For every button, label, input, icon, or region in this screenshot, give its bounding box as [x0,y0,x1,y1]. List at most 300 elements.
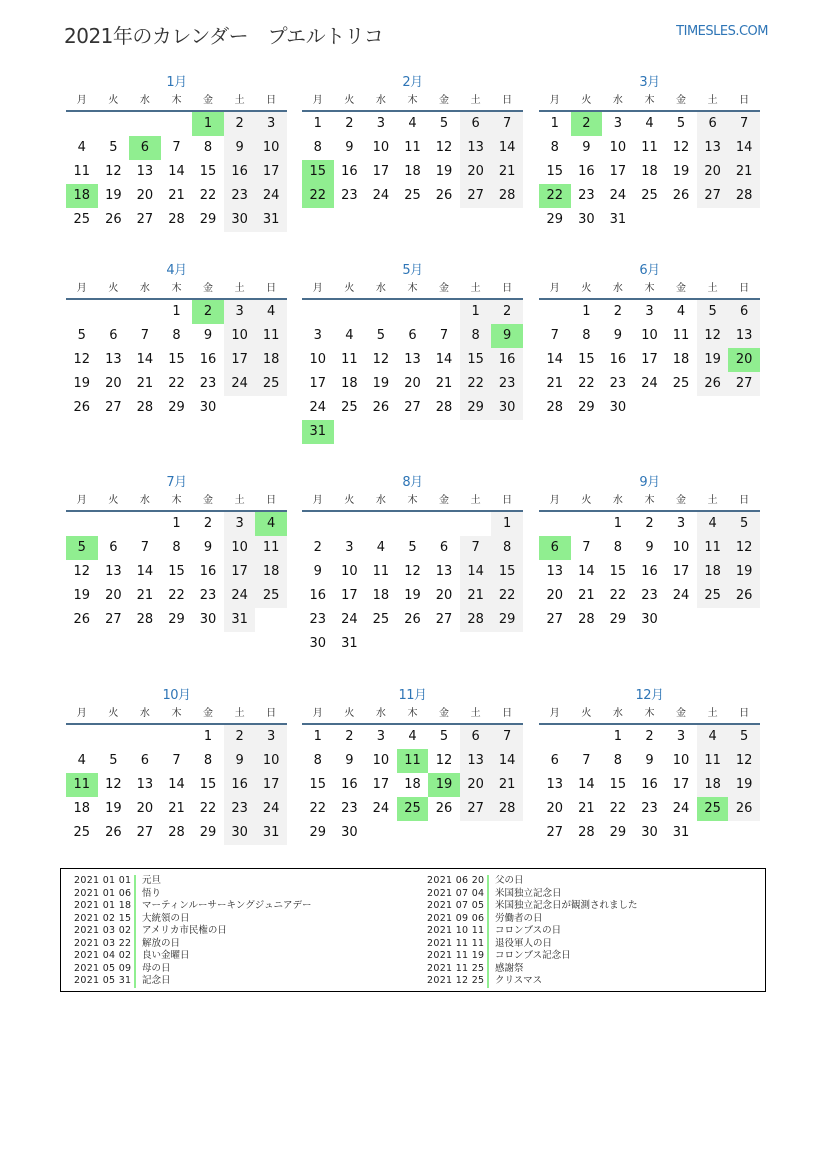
weekday-label: 土 [234,283,245,294]
holiday-day-cell: 2 [192,300,224,324]
day-cell: 29 [309,825,327,840]
weekday-label: 土 [234,495,245,506]
day-cell: 2 [345,116,354,131]
day-cell: 30 [341,825,358,840]
weekday-label: 火 [581,95,592,106]
holiday-name: 元旦 [142,875,162,886]
weekday-label: 金 [439,95,450,106]
day-cell: 16 [578,164,595,179]
day-cell: 30 [609,400,627,415]
weekday-header [302,94,523,112]
day-empty [302,512,334,536]
weekday-label: 金 [676,283,687,294]
day-cell: 26 [105,212,122,227]
day-cell: 12 [435,140,453,155]
day-cell: 3 [313,328,322,343]
day-cell: 24 [609,188,627,203]
holiday-day-cell: 25 [697,797,729,821]
day-cell: 23 [341,188,358,203]
weekday-header [302,494,523,512]
day-cell: 28 [546,400,564,415]
weekday-header [539,707,760,725]
day-cell: 26 [372,400,390,415]
day-cell: 20 [136,188,154,203]
day-cell: 28 [136,400,154,415]
holiday-row [74,963,312,976]
day-cell: 29 [460,396,492,420]
day-cell: 20 [136,801,154,816]
day-cell: 22 [199,801,217,816]
day-cell: 23 [199,588,217,603]
day-cell: 13 [105,564,122,579]
holiday-row [427,900,638,913]
day-cell: 18 [372,588,390,603]
day-cell: 12 [73,352,91,367]
day-cell: 15 [491,560,523,584]
weekday-label: 日 [739,283,750,294]
day-cell: 1 [313,116,322,131]
day-cell: 8 [550,140,559,155]
holiday-date: 2021 05 31 [74,975,136,988]
weekday-label: 土 [707,283,718,294]
holiday-name: マーティンルーサーキングジュニアデー [142,900,312,911]
weekday-label: 日 [502,95,513,106]
day-cell: 19 [728,773,760,797]
day-cell: 13 [697,136,729,160]
weekday-label: 木 [171,95,182,106]
weekday-label: 月 [76,95,87,106]
holiday-date: 2021 05 09 [74,963,136,976]
day-cell: 12 [105,164,122,179]
day-cell: 20 [460,160,492,184]
month-name: 6月 [639,263,660,278]
holiday-date: 2021 03 02 [74,925,136,938]
holiday-name: 大統領の日 [142,912,190,924]
day-cell: 22 [309,801,327,816]
day-cell: 15 [460,348,492,372]
day-cell: 16 [609,352,627,367]
day-cell: 19 [105,801,122,816]
day-cell: 23 [309,612,327,627]
holiday-date: 2021 01 06 [74,888,136,901]
holiday-row [74,925,312,938]
holiday-name: アメリカ市民権の日 [142,925,227,936]
holiday-row [427,950,638,963]
day-cell: 21 [578,588,595,603]
day-cell: 15 [309,777,327,792]
weekday-label: 月 [549,708,560,719]
day-cell: 28 [435,400,453,415]
day-cell: 11 [372,564,390,579]
day-cell: 26 [697,372,729,396]
holiday-date: 2021 02 15 [74,913,136,926]
holiday-day-cell: 1 [192,112,224,136]
day-cell: 1 [613,729,623,744]
day-cell: 30 [641,612,658,627]
day-cell: 22 [491,584,523,608]
day-cell: 2 [491,300,523,324]
day-cell: 28 [136,612,154,627]
day-cell: 16 [224,160,256,184]
day-cell: 23 [224,184,256,208]
day-cell: 8 [203,140,213,155]
weekday-label: 水 [375,495,386,506]
day-cell: 6 [460,725,492,749]
day-cell: 14 [460,560,492,584]
day-cell: 9 [345,753,354,768]
weekday-label: 土 [707,95,718,106]
weekday-label: 水 [612,283,623,294]
day-cell: 30 [309,636,327,651]
day-cell: 22 [168,376,185,391]
day-grid [66,512,287,632]
day-cell: 8 [491,536,523,560]
weekday-header [302,707,523,725]
holiday-day-cell: 9 [491,324,523,348]
month-name: 1月 [166,75,187,90]
holiday-day-cell: 11 [66,773,98,797]
day-cell: 21 [728,160,760,184]
day-cell: 23 [609,376,627,391]
day-cell: 3 [613,116,623,131]
day-cell: 31 [609,212,627,227]
day-cell: 30 [224,208,256,232]
holiday-date: 2021 04 02 [74,950,136,963]
day-empty [428,512,460,536]
day-cell: 21 [136,376,154,391]
day-cell: 26 [404,612,421,627]
day-cell: 12 [73,564,91,579]
day-cell: 4 [408,729,417,744]
day-cell: 19 [697,348,729,372]
day-cell: 6 [697,112,729,136]
day-cell: 17 [641,352,658,367]
day-cell: 7 [582,753,591,768]
day-cell: 21 [546,376,564,391]
day-cell: 22 [460,372,492,396]
day-cell: 11 [697,536,729,560]
day-cell: 14 [578,564,595,579]
day-cell: 23 [641,588,658,603]
day-cell: 29 [491,608,523,632]
weekday-label: 月 [312,708,323,719]
day-empty [571,725,603,749]
day-cell: 20 [546,588,564,603]
day-cell: 23 [224,797,256,821]
day-cell: 7 [491,725,523,749]
holiday-day-cell: 31 [302,420,334,444]
holiday-day-cell: 18 [66,184,98,208]
holiday-name: 解放の日 [142,937,181,949]
day-cell: 29 [546,212,564,227]
day-cell: 31 [672,825,690,840]
month-name: 8月 [402,475,423,490]
day-cell: 4 [255,300,287,324]
day-cell: 16 [309,588,327,603]
day-empty [129,725,161,749]
day-cell: 6 [109,540,118,555]
day-cell: 18 [255,560,287,584]
day-cell: 3 [676,729,686,744]
month-name: 5月 [402,263,423,278]
day-cell: 3 [224,512,256,536]
day-empty [397,300,429,324]
day-cell: 18 [697,773,729,797]
holiday-name: 父の日 [495,875,524,886]
day-cell: 28 [578,612,595,627]
holiday-name: コロンブスの日 [495,925,562,936]
weekday-label: 月 [312,283,323,294]
day-cell: 13 [728,324,760,348]
day-cell: 12 [672,140,690,155]
holiday-day-cell: 25 [397,797,429,821]
day-cell: 29 [199,825,217,840]
day-cell: 27 [546,612,564,627]
day-cell: 14 [168,164,185,179]
holiday-name: コロンブス記念日 [495,950,571,961]
day-cell: 10 [309,352,327,367]
day-empty [161,112,193,136]
day-cell: 28 [168,212,185,227]
holiday-day-cell: 11 [397,749,429,773]
weekday-label: 土 [470,708,481,719]
day-cell: 30 [641,825,658,840]
day-cell: 6 [140,753,150,768]
day-cell: 28 [491,797,523,821]
day-empty [161,725,193,749]
day-cell: 23 [199,376,217,391]
day-grid [302,300,523,444]
month-block [302,685,523,845]
day-cell: 18 [404,777,421,792]
day-cell: 26 [435,801,453,816]
day-cell: 27 [136,825,154,840]
day-cell: 17 [672,777,690,792]
weekday-header [66,494,287,512]
day-grid [539,112,760,232]
day-cell: 22 [609,801,627,816]
day-cell: 14 [435,352,453,367]
month-block [66,685,287,845]
day-cell: 4 [77,753,86,768]
day-cell: 21 [136,588,154,603]
day-cell: 26 [728,584,760,608]
day-cell: 25 [341,400,358,415]
month-block [302,72,523,208]
holiday-row [74,875,312,888]
day-cell: 19 [105,188,122,203]
day-cell: 24 [372,801,390,816]
day-cell: 5 [697,300,729,324]
day-cell: 25 [73,212,91,227]
day-cell: 29 [609,612,627,627]
day-cell: 7 [439,328,449,343]
holiday-list [60,868,766,992]
day-cell: 30 [491,396,523,420]
day-cell: 25 [697,584,729,608]
day-empty [460,512,492,536]
day-cell: 12 [105,777,122,792]
holiday-day-cell: 22 [539,184,571,208]
day-cell: 1 [460,300,492,324]
weekday-label: 火 [108,495,119,506]
day-cell: 6 [408,328,417,343]
day-cell: 5 [439,116,449,131]
weekday-label: 土 [707,495,718,506]
day-cell: 26 [73,400,91,415]
day-cell: 8 [172,540,181,555]
day-cell: 3 [645,304,654,319]
day-cell: 22 [168,588,185,603]
day-cell: 14 [728,136,760,160]
day-cell: 30 [224,821,256,845]
day-grid [302,725,523,845]
day-cell: 20 [697,160,729,184]
day-cell: 12 [728,536,760,560]
day-cell: 9 [224,136,256,160]
weekday-label: 日 [739,95,750,106]
weekday-label: 水 [612,708,623,719]
day-cell: 5 [728,512,760,536]
weekday-label: 月 [549,283,560,294]
day-cell: 28 [578,825,595,840]
holiday-row [74,900,312,913]
day-cell: 8 [172,328,181,343]
day-cell: 2 [224,725,256,749]
day-grid [539,512,760,632]
weekday-label: 水 [612,95,623,106]
day-cell: 19 [404,588,421,603]
day-cell: 12 [404,564,421,579]
day-cell: 27 [460,184,492,208]
weekday-label: 日 [739,495,750,506]
day-cell: 8 [203,753,213,768]
day-cell: 17 [309,376,327,391]
month-block [539,685,760,845]
site-logo[interactable]: TIMESLES.COM [676,24,768,39]
weekday-label: 水 [139,283,150,294]
day-cell: 24 [255,797,287,821]
day-cell: 19 [672,164,690,179]
day-cell: 9 [613,328,623,343]
day-cell: 8 [460,324,492,348]
day-cell: 6 [109,328,118,343]
day-cell: 18 [404,164,421,179]
holiday-name: 米国独立記念日が観測されました [495,900,638,911]
day-cell: 17 [372,777,390,792]
weekday-label: 木 [644,495,655,506]
day-cell: 11 [672,328,690,343]
day-cell: 20 [105,376,122,391]
day-cell: 28 [491,184,523,208]
weekday-label: 木 [171,495,182,506]
weekday-label: 水 [139,708,150,719]
weekday-label: 日 [266,495,277,506]
holiday-row [427,938,638,951]
holiday-date: 2021 03 22 [74,938,136,951]
day-cell: 11 [73,164,91,179]
day-cell: 4 [676,304,686,319]
day-empty [539,512,571,536]
day-cell: 25 [404,188,421,203]
holiday-name: 良い金曜日 [142,950,190,961]
weekday-label: 日 [266,283,277,294]
day-cell: 10 [641,328,658,343]
day-cell: 24 [309,400,327,415]
weekday-label: 水 [139,95,150,106]
day-cell: 9 [645,540,654,555]
day-cell: 10 [372,753,390,768]
holiday-row [427,913,638,926]
month-name: 7月 [166,475,187,490]
day-cell: 27 [728,372,760,396]
day-cell: 18 [341,376,358,391]
day-cell: 1 [172,304,181,319]
day-cell: 3 [255,725,287,749]
day-cell: 13 [546,564,564,579]
month-name: 10月 [162,688,191,703]
day-cell: 24 [672,801,690,816]
day-cell: 11 [697,749,729,773]
day-cell: 10 [672,753,690,768]
day-cell: 27 [105,400,122,415]
day-cell: 17 [255,773,287,797]
day-cell: 21 [491,160,523,184]
day-grid [66,300,287,420]
day-cell: 11 [255,324,287,348]
weekday-label: 日 [502,708,513,719]
day-cell: 13 [105,352,122,367]
holiday-row [427,925,638,938]
holiday-date: 2021 01 01 [74,875,136,888]
weekday-header [66,282,287,300]
day-cell: 7 [491,112,523,136]
weekday-label: 月 [76,283,87,294]
day-cell: 17 [224,560,256,584]
day-empty [365,300,397,324]
weekday-label: 日 [739,708,750,719]
weekday-label: 月 [549,495,560,506]
weekday-label: 木 [171,708,182,719]
day-cell: 4 [697,725,729,749]
weekday-label: 木 [644,95,655,106]
day-cell: 15 [546,164,564,179]
day-empty [539,725,571,749]
weekday-label: 木 [407,495,418,506]
day-cell: 15 [168,564,185,579]
weekday-label: 火 [344,95,355,106]
day-cell: 26 [435,188,453,203]
day-cell: 8 [313,140,322,155]
weekday-header [539,282,760,300]
day-cell: 19 [435,164,453,179]
day-cell: 1 [491,512,523,536]
day-cell: 17 [341,588,358,603]
day-cell: 15 [199,164,217,179]
holiday-day-cell: 20 [728,348,760,372]
day-cell: 31 [255,821,287,845]
holiday-date: 2021 11 11 [427,938,489,951]
weekday-header [66,707,287,725]
weekday-header [66,94,287,112]
day-cell: 21 [168,801,185,816]
day-cell: 25 [641,188,658,203]
day-cell: 10 [224,324,256,348]
day-cell: 10 [224,536,256,560]
day-cell: 4 [345,328,354,343]
day-cell: 3 [255,112,287,136]
day-cell: 27 [136,212,154,227]
